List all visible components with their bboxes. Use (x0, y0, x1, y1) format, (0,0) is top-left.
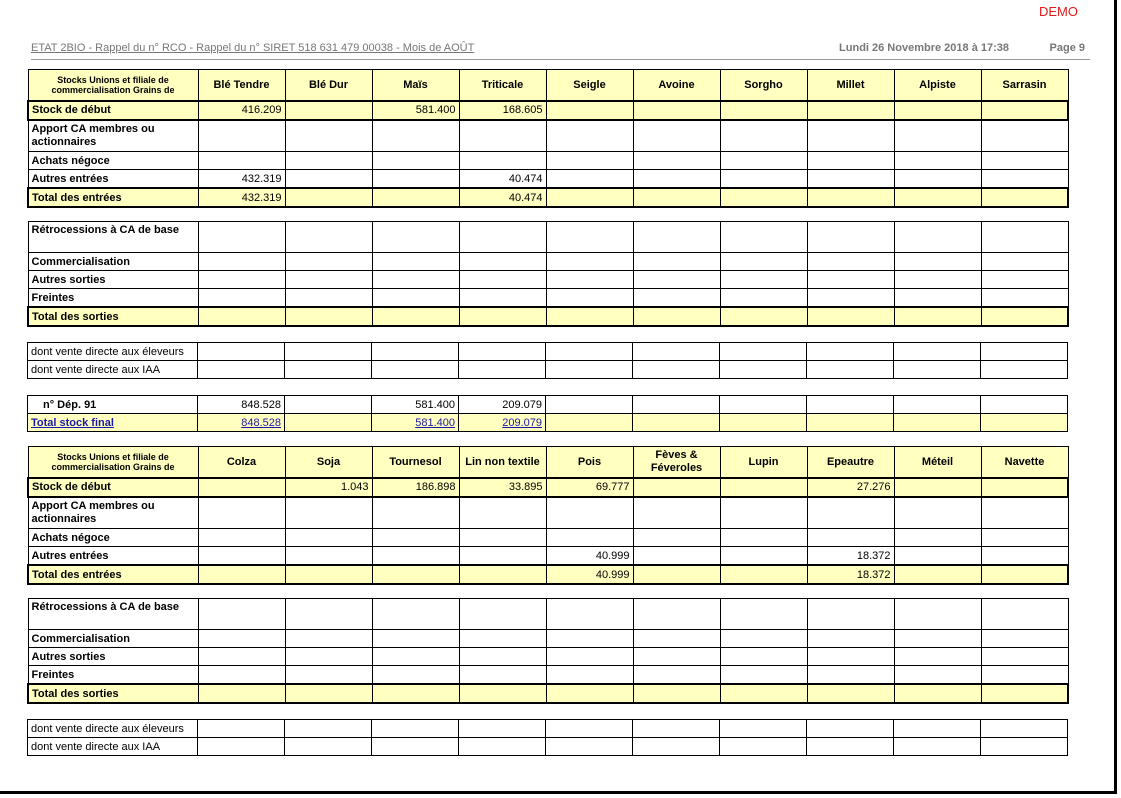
table-row (28, 547, 1068, 566)
cell: 209.079 (459, 396, 546, 414)
page-number: Page 9 (1049, 42, 1085, 54)
cell (981, 547, 1068, 566)
cell (807, 396, 894, 414)
total-stock-label[interactable]: Total stock final (31, 416, 114, 429)
row-label: dont vente directe aux éleveurs (28, 343, 198, 361)
total-stock-link-value[interactable]: 581.400 (415, 416, 455, 429)
row-label: Autres sorties (28, 648, 198, 666)
column-header: Avoine (633, 70, 720, 101)
cell (633, 396, 720, 414)
table-row (28, 152, 1068, 170)
row-label: Stock de début (28, 478, 198, 497)
cell: 40.999 (546, 565, 633, 584)
cell (720, 565, 807, 584)
column-header: Fèves & Féveroles (633, 447, 720, 478)
stock-table-1-ventes (27, 342, 1068, 379)
stock-table-1-final (27, 395, 1068, 432)
table-row (28, 170, 1068, 189)
cell: 1.043 (285, 478, 372, 497)
corner-label: Stocks Unions et filiale de commercialisation Grains de (28, 447, 198, 478)
cell (633, 101, 720, 120)
row-label: Total des sorties (28, 307, 198, 326)
table-row (28, 343, 1068, 361)
cell (807, 101, 894, 120)
row-label: Commercialisation (28, 253, 198, 271)
row-label: Freintes (28, 289, 198, 308)
cell (546, 170, 633, 189)
column-header: Blé Tendre (198, 70, 285, 101)
stock-table-1-header (27, 69, 1069, 208)
column-header: Colza (198, 447, 285, 478)
cell: 40.474 (459, 188, 546, 207)
cell: 69.777 (546, 478, 633, 497)
table-row (28, 120, 1068, 152)
column-header: Pois (546, 447, 633, 478)
table-row (28, 414, 1068, 432)
corner-label: Stocks Unions et filiale de commercialisation Grains de (28, 70, 198, 101)
cell (198, 565, 285, 584)
cell (894, 188, 981, 207)
report-header (31, 41, 1090, 60)
table-row (28, 361, 1068, 379)
table-row (28, 648, 1068, 666)
cell: 186.898 (372, 478, 459, 497)
cell (981, 478, 1068, 497)
row-label: Total des entrées (28, 565, 198, 584)
cell (633, 547, 720, 566)
cell (807, 170, 894, 189)
cell: 168.605 (459, 101, 546, 120)
table-row (28, 738, 1068, 756)
cell: 848.528 (198, 396, 285, 414)
cell (894, 396, 981, 414)
cell (633, 478, 720, 497)
column-header: Méteil (894, 447, 981, 478)
row-label: Rétrocessions à CA de base (28, 599, 198, 630)
table-row (28, 271, 1068, 289)
column-header: Navette (981, 447, 1068, 478)
cell (720, 478, 807, 497)
cell (285, 396, 372, 414)
table-row (28, 222, 1068, 253)
stock-table-1-sorties (27, 221, 1069, 327)
table-row (28, 289, 1068, 308)
table-row (28, 478, 1068, 497)
cell: 581.400 (372, 396, 459, 414)
table-row (28, 529, 1068, 547)
cell (894, 170, 981, 189)
row-label: Achats négoce (28, 152, 198, 170)
table-row (28, 396, 1068, 414)
column-header: Lupin (720, 447, 807, 478)
cell (720, 188, 807, 207)
table-row (28, 630, 1068, 648)
total-stock-link-value[interactable]: 848.528 (241, 416, 281, 429)
table-row (28, 599, 1068, 630)
cell (894, 101, 981, 120)
table-row (28, 565, 1068, 584)
cell (459, 565, 546, 584)
cell: 40.999 (546, 547, 633, 566)
column-header: Millet (807, 70, 894, 101)
cell (720, 170, 807, 189)
cell (894, 547, 981, 566)
cell: 33.895 (459, 478, 546, 497)
cell (720, 547, 807, 566)
total-stock-link-value[interactable]: 209.079 (502, 416, 542, 429)
cell (546, 101, 633, 120)
cell (633, 188, 720, 207)
column-header: Tournesol (372, 447, 459, 478)
cell (807, 188, 894, 207)
cell: 432.319 (198, 188, 285, 207)
cell (372, 170, 459, 189)
table-row (28, 666, 1068, 685)
row-label: Apport CA membres ou actionnaires (28, 120, 198, 152)
cell: 416.209 (198, 101, 285, 120)
cell (894, 565, 981, 584)
cell (198, 547, 285, 566)
cell: 18.372 (807, 547, 894, 566)
row-label: Rétrocessions à CA de base (28, 222, 198, 253)
cell (285, 565, 372, 584)
cell (546, 188, 633, 207)
table-row (28, 253, 1068, 271)
cell (981, 565, 1068, 584)
cell: 581.400 (372, 101, 459, 120)
cell (285, 547, 372, 566)
row-label: dont vente directe aux IAA (28, 361, 198, 379)
column-header: Blé Dur (285, 70, 372, 101)
row-label: dont vente directe aux IAA (28, 738, 198, 756)
stock-table-2-sorties (27, 598, 1069, 704)
row-label: n° Dép. 91 (28, 396, 198, 414)
cell (720, 396, 807, 414)
report-title: ETAT 2BIO - Rappel du n° RCO - Rappel du n° SIRET 518 631 479 00038 - Mois de AOÛT (31, 42, 475, 54)
table-row (28, 188, 1068, 207)
table-row (28, 720, 1068, 738)
row-label: Autres sorties (28, 271, 198, 289)
cell (285, 101, 372, 120)
column-header: Soja (285, 447, 372, 478)
row-label: dont vente directe aux éleveurs (28, 720, 198, 738)
cell (372, 565, 459, 584)
cell (981, 396, 1068, 414)
stock-table-2-header (27, 446, 1069, 585)
cell (633, 565, 720, 584)
table-row (28, 101, 1068, 120)
demo-watermark: DEMO (1039, 4, 1078, 19)
table-row (28, 684, 1068, 703)
row-label: Commercialisation (28, 630, 198, 648)
column-header: Alpiste (894, 70, 981, 101)
cell (285, 188, 372, 207)
total-stock-link[interactable] (28, 414, 198, 432)
stock-table-2-ventes (27, 719, 1068, 756)
cell (546, 396, 633, 414)
cell (981, 188, 1068, 207)
column-header: Epeautre (807, 447, 894, 478)
cell (372, 188, 459, 207)
column-header: Lin non textile (459, 447, 546, 478)
column-header: Seigle (546, 70, 633, 101)
cell: 40.474 (459, 170, 546, 189)
cell (198, 478, 285, 497)
row-label: Total des entrées (28, 188, 198, 207)
cell (285, 170, 372, 189)
row-label: Total des sorties (28, 684, 198, 703)
row-label: Stock de début (28, 101, 198, 120)
column-header: Sorgho (720, 70, 807, 101)
cell: 27.276 (807, 478, 894, 497)
cell (981, 170, 1068, 189)
table-row (28, 307, 1068, 326)
cell: 18.372 (807, 565, 894, 584)
cell (720, 101, 807, 120)
report-date: Lundi 26 Novembre 2018 à 17:38 (839, 42, 1009, 54)
cell: 432.319 (198, 170, 285, 189)
table-row (28, 497, 1068, 529)
cell (372, 547, 459, 566)
row-label: Freintes (28, 666, 198, 685)
column-header: Maïs (372, 70, 459, 101)
cell (894, 478, 981, 497)
row-label: Autres entrées (28, 170, 198, 189)
cell (459, 547, 546, 566)
cell (633, 170, 720, 189)
row-label: Achats négoce (28, 529, 198, 547)
column-header: Triticale (459, 70, 546, 101)
row-label: Apport CA membres ou actionnaires (28, 497, 198, 529)
column-header: Sarrasin (981, 70, 1068, 101)
cell (981, 101, 1068, 120)
row-label: Autres entrées (28, 547, 198, 566)
